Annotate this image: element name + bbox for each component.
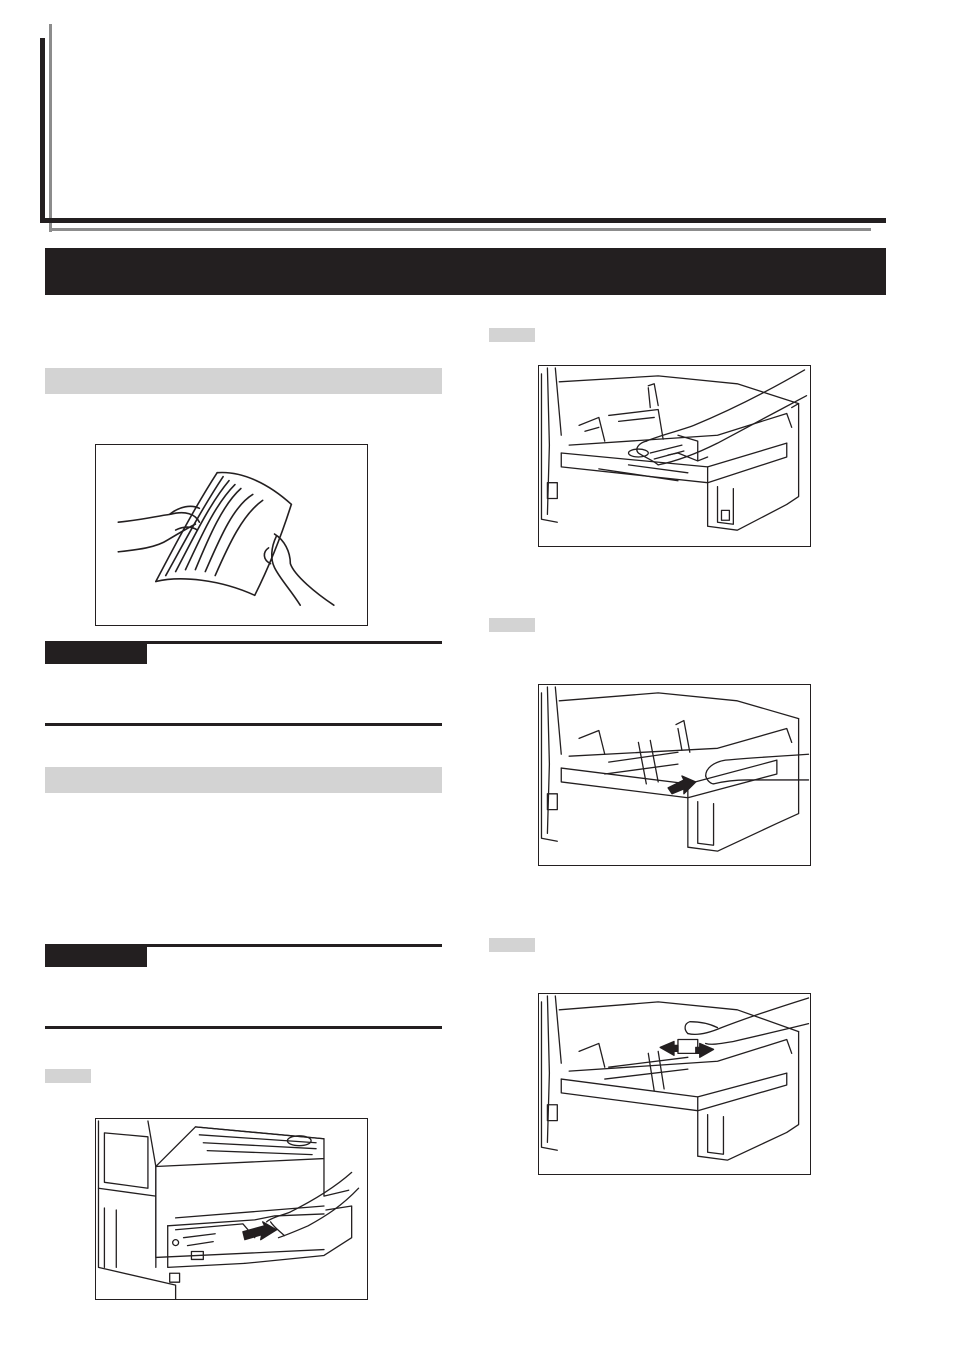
pull-out-cassette-illustration	[96, 1119, 367, 1299]
chapter-header-rule-shadow	[49, 228, 871, 231]
subsection-band-2	[45, 767, 442, 793]
press-cassette-plate-illustration	[539, 366, 810, 546]
step-1-tag	[45, 1069, 91, 1083]
adjust-width-guide-illustration	[539, 685, 810, 865]
step-4-tag	[489, 938, 535, 952]
chapter-vertical-bar	[40, 38, 45, 220]
chapter-vertical-bar-shadow	[49, 24, 52, 232]
subsection-band-1	[45, 368, 442, 394]
step-1-figure	[95, 1118, 368, 1300]
note-1-tab	[45, 644, 147, 664]
note-2-tab	[45, 947, 147, 967]
step-2-figure	[538, 365, 811, 547]
section-title-band	[45, 248, 886, 295]
step-3-figure	[538, 684, 811, 866]
step-4-figure	[538, 993, 811, 1175]
hands-fanning-paper-illustration	[96, 445, 367, 625]
fan-paper-figure	[95, 444, 368, 626]
note-1-bottom-rule	[45, 723, 442, 726]
chapter-header-rule	[40, 218, 886, 223]
adjust-length-guide-illustration	[539, 994, 810, 1174]
note-2-bottom-rule	[45, 1026, 442, 1029]
step-3-tag	[489, 618, 535, 632]
step-2-tag	[489, 328, 535, 342]
